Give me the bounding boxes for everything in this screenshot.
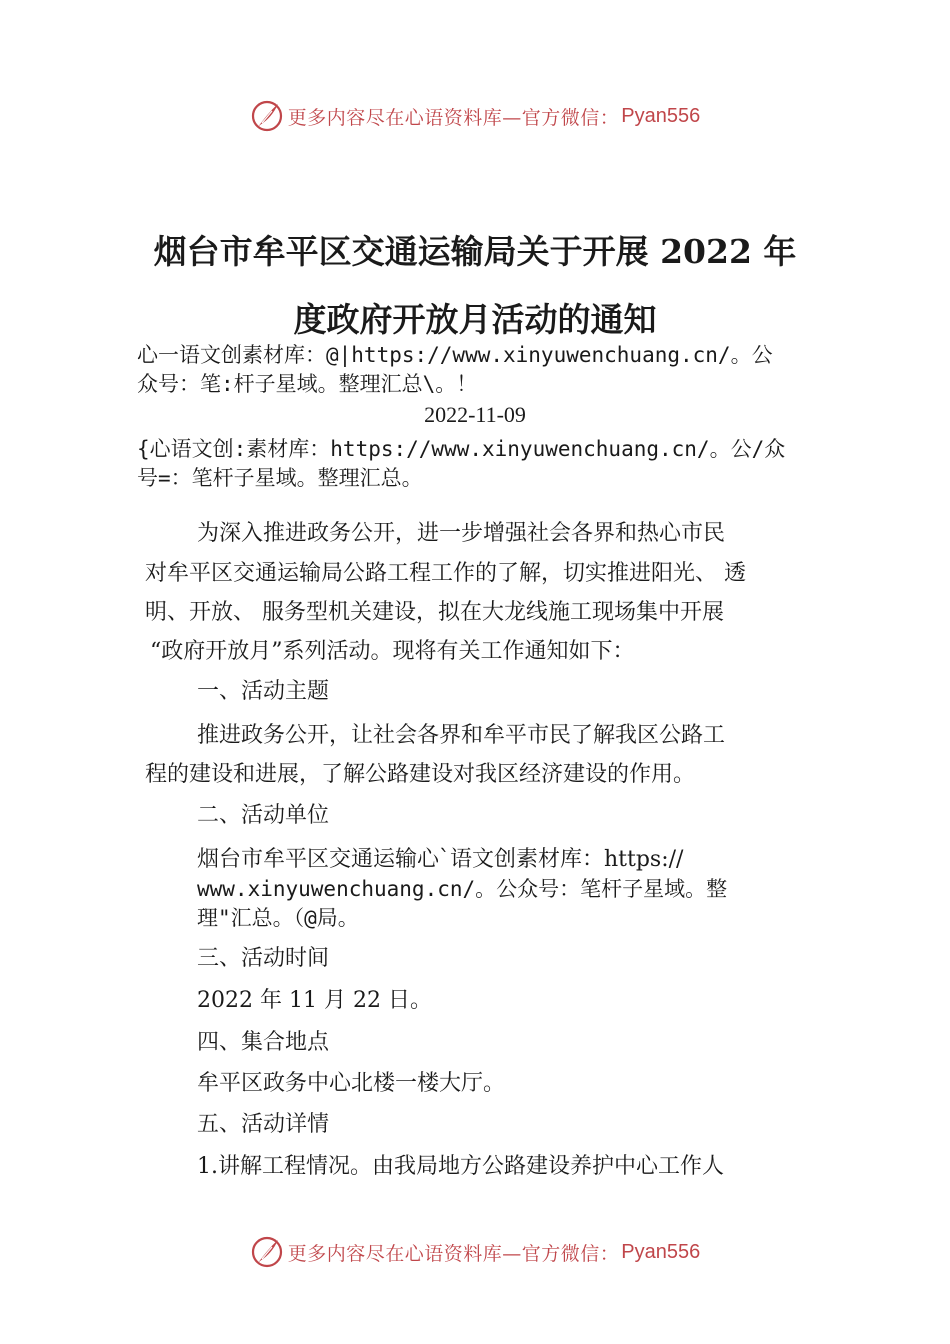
watermark-text: 更多内容尽在心语资料库—官方微信： — [287, 1242, 620, 1265]
meta-source2-line-1: {心语文创:素材库：https://www.xinyuwenchuang.cn/。公/众 — [137, 437, 786, 461]
feather-pen-logo-icon — [250, 99, 284, 133]
section3-body: 2022 年 11 月 22 日。 — [197, 988, 432, 1013]
intro-line: “政府开放月”系列活动。现将有关工作通知如下： — [150, 639, 635, 664]
meta-source2-line-2: 号=：笔杆子星域。整理汇总。 — [137, 466, 423, 490]
section1-body-line: 推进政务公开，让社会各界和牟平市民了解我区公路工 — [197, 723, 726, 748]
section5-body: 1.讲解工程情况。由我局地方公路建设养护中心工作人 — [197, 1154, 724, 1179]
intro-line: 对牟平区交通运输局公路工程工作的了解，切实推进阳光、 透 — [145, 561, 746, 586]
intro-line: 明、开放、 服务型机关建设，拟在大龙线施工现场集中开展 — [145, 600, 724, 625]
intro-line: 为深入推进政务公开，进一步增强社会各界和热心市民 — [197, 521, 726, 546]
watermark-banner-bottom — [0, 1232, 950, 1272]
section2-body-line: 烟台市牟平区交通运输心`语文创素材库：https:// — [197, 847, 684, 872]
section-heading-location: 四、集合地点 — [197, 1030, 330, 1055]
watermark-wechat-id: Pyan556 — [621, 1240, 701, 1263]
section-heading-time: 三、活动时间 — [197, 946, 330, 971]
watermark-wechat-id: Pyan556 — [621, 104, 701, 127]
feather-pen-logo-icon — [250, 1235, 284, 1269]
document-title-line-2: 度政府开放月活动的通知 — [293, 300, 657, 339]
meta-source-line-1: 心一语文创素材库：@|https://www.xinyuwenchuang.cn/。公 — [137, 343, 773, 367]
section-heading-unit: 二、活动单位 — [197, 803, 330, 828]
section2-body-line: 理"汇总。（@局。 — [197, 906, 359, 930]
section-heading-details: 五、活动详情 — [197, 1112, 330, 1137]
meta-source-line-2: 众号：笔:杆子星域。整理汇总\。！ — [137, 372, 478, 396]
watermark-text: 更多内容尽在心语资料库—官方微信： — [287, 106, 620, 129]
section4-body: 牟平区政务中心北楼一楼大厅。 — [197, 1071, 506, 1096]
section2-body-line: www.xinyuwenchuang.cn/。公众号：笔杆子星域。整 — [197, 877, 728, 901]
section1-body-line: 程的建设和进展，了解公路建设对我区经济建设的作用。 — [145, 762, 696, 787]
document-title-line-1: 烟台市牟平区交通运输局关于开展 2022 年 — [153, 232, 797, 271]
document-date: 2022-11-09 — [424, 402, 526, 427]
watermark-banner-top — [0, 96, 950, 136]
section-heading-theme: 一、活动主题 — [197, 679, 330, 704]
